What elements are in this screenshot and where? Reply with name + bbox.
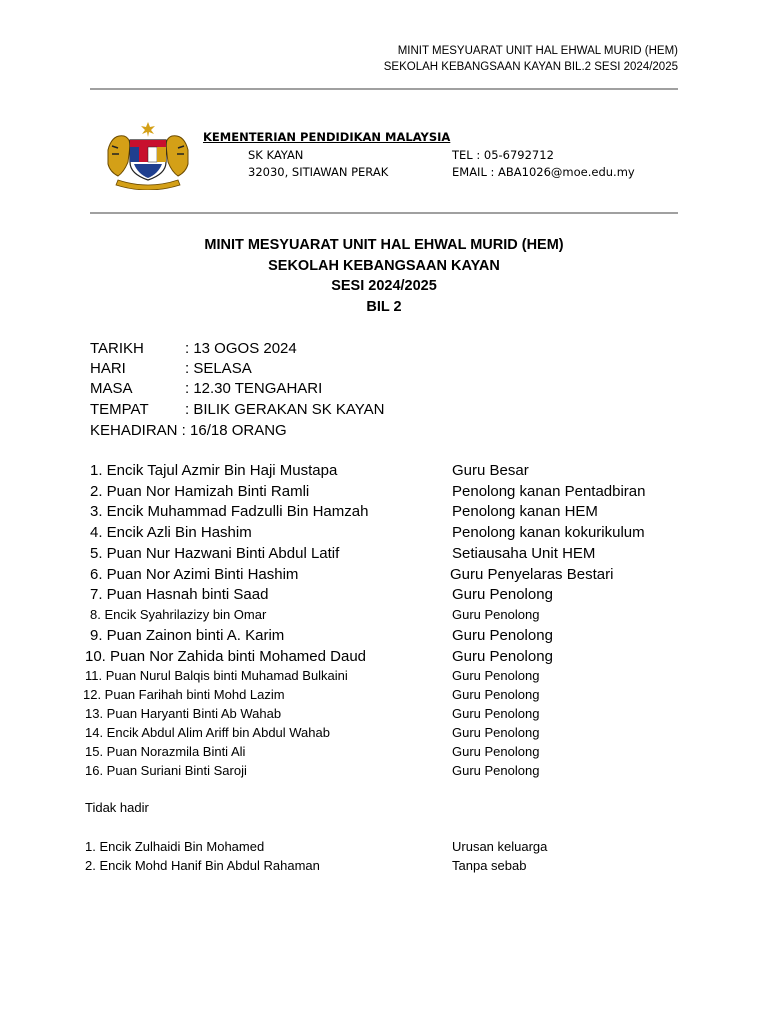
header-divider bbox=[90, 88, 678, 90]
day-value: : SELASA bbox=[185, 360, 252, 377]
attendee-name: 9. Puan Zainon binti A. Karim bbox=[90, 627, 285, 644]
attendee-name: 8. Encik Syahrilazizy bin Omar bbox=[90, 607, 267, 622]
attendee-role: Guru Penolong bbox=[452, 725, 540, 740]
absent-reason: Tanpa sebab bbox=[452, 858, 527, 873]
attendee-name: 5. Puan Nur Hazwani Binti Abdul Latif bbox=[90, 545, 340, 562]
date-label: TARIKH bbox=[90, 340, 144, 357]
attendee-role: Penolong kanan kokurikulum bbox=[452, 524, 645, 541]
absent-name: 1. Encik Zulhaidi Bin Mohamed bbox=[85, 839, 265, 854]
school-telephone: TEL : 05-6792712 bbox=[452, 148, 554, 162]
ministry-name: KEMENTERIAN PENDIDIKAN MALAYSIA bbox=[203, 130, 451, 144]
attendee-name: 14. Encik Abdul Alim Ariff bin Abdul Wahab bbox=[85, 725, 330, 740]
attendee-role: Setiausaha Unit HEM bbox=[452, 545, 596, 562]
time-value: : 12.30 TENGAHARI bbox=[185, 380, 323, 397]
place-label: TEMPAT bbox=[90, 401, 149, 418]
attendee-role: Penolong kanan Pentadbiran bbox=[452, 483, 646, 500]
attendee-role: Guru Penolong bbox=[452, 668, 540, 683]
attendee-role: Guru Penolong bbox=[452, 607, 540, 622]
attendee-name: 6. Puan Nor Azimi Binti Hashim bbox=[90, 566, 299, 583]
letterhead-divider bbox=[90, 212, 678, 214]
attendee-name: 12. Puan Farihah binti Mohd Lazim bbox=[83, 687, 285, 702]
attendee-name: 7. Puan Hasnah binti Saad bbox=[90, 586, 269, 603]
attendee-name: 16. Puan Suriani Binti Saroji bbox=[85, 763, 247, 778]
document-title-line1: MINIT MESYUARAT UNIT HAL EHWAL MURID (HEM) bbox=[204, 237, 564, 253]
attendee-name: 11. Puan Nurul Balqis binti Muhamad Bulkaini bbox=[85, 668, 348, 683]
school-address: 32030, SITIAWAN PERAK bbox=[248, 165, 389, 179]
absent-reason: Urusan keluarga bbox=[452, 839, 548, 854]
attendee-role: Guru Penolong bbox=[452, 627, 553, 644]
attendee-role: Guru Besar bbox=[452, 462, 529, 479]
document-title-line4: BIL 2 bbox=[366, 299, 402, 315]
attendee-role: Guru Penolong bbox=[452, 586, 553, 603]
attendee-name: 15. Puan Norazmila Binti Ali bbox=[85, 744, 246, 759]
attendee-role: Guru Penyelaras Bestari bbox=[450, 566, 614, 583]
attendee-name: 3. Encik Muhammad Fadzulli Bin Hamzah bbox=[90, 503, 369, 520]
attendee-role: Guru Penolong bbox=[452, 706, 540, 721]
attendee-role: Penolong kanan HEM bbox=[452, 503, 598, 520]
attendee-name: 1. Encik Tajul Azmir Bin Haji Mustapa bbox=[90, 462, 338, 479]
time-label: MASA bbox=[90, 380, 133, 397]
absent-heading: Tidak hadir bbox=[85, 800, 149, 815]
document-title-line3: SESI 2024/2025 bbox=[331, 278, 437, 294]
place-value: : BILIK GERAKAN SK KAYAN bbox=[185, 401, 385, 418]
coat-of-arms-icon bbox=[104, 120, 192, 190]
attendee-name: 10. Puan Nor Zahida binti Mohamed Daud bbox=[85, 648, 367, 665]
attendance-count: KEHADIRAN : 16/18 ORANG bbox=[90, 422, 287, 439]
attendee-role: Guru Penolong bbox=[452, 687, 540, 702]
running-header-line1: MINIT MESYUARAT UNIT HAL EHWAL MURID (HEM) bbox=[397, 45, 678, 57]
attendee-name: 4. Encik Azli Bin Hashim bbox=[90, 524, 252, 541]
attendee-name: 2. Puan Nor Hamizah Binti Ramli bbox=[90, 483, 310, 500]
attendee-role: Guru Penolong bbox=[452, 763, 540, 778]
running-header-line2: SEKOLAH KEBANGSAAN KAYAN BIL.2 SESI 2024/2025 bbox=[383, 61, 678, 73]
attendee-role: Guru Penolong bbox=[452, 648, 553, 665]
absent-name: 2. Encik Mohd Hanif Bin Abdul Rahaman bbox=[85, 858, 320, 873]
date-value: : 13 OGOS 2024 bbox=[185, 340, 297, 357]
school-name: SK KAYAN bbox=[248, 148, 304, 162]
day-label: HARI bbox=[90, 360, 126, 377]
document-title-line2: SEKOLAH KEBANGSAAN KAYAN bbox=[268, 258, 500, 274]
attendee-role: Guru Penolong bbox=[452, 744, 540, 759]
school-email: EMAIL : ABA1026@moe.edu.my bbox=[452, 165, 635, 179]
attendee-name: 13. Puan Haryanti Binti Ab Wahab bbox=[85, 706, 282, 721]
